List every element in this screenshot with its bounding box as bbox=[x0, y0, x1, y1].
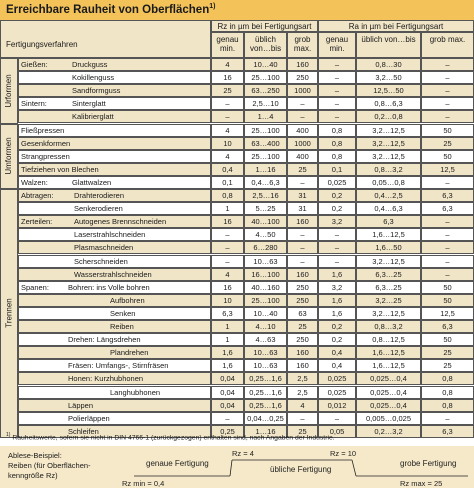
page-title bbox=[6, 3, 215, 16]
row-13-process: Laserstrahlschneiden bbox=[74, 230, 146, 240]
row-20-rz-2: 25 bbox=[298, 322, 307, 331]
group-label-1: Umformen bbox=[4, 137, 13, 175]
row-20-rz-1: 4…10 bbox=[255, 322, 276, 331]
row-11-process: Senkerodieren bbox=[74, 204, 123, 214]
row-9-process: Glattwalzen bbox=[72, 177, 112, 187]
row-27-process-cell bbox=[18, 412, 211, 425]
row-12-ra-0: 3,2 bbox=[331, 217, 343, 227]
row-3-ra-1: 0,8…6,3 bbox=[374, 99, 403, 109]
row-13-ra-0: – bbox=[334, 230, 340, 240]
row-3-rz-2: – bbox=[300, 99, 305, 109]
header-rz-sub-label-2: grob max. bbox=[293, 35, 312, 53]
row-5-process: Fließpressen bbox=[21, 125, 65, 135]
row-9-category: Walzen: bbox=[21, 177, 48, 187]
row-8-ra-1: 0,8…3,2 bbox=[374, 164, 403, 174]
row-27-rz-2: – bbox=[300, 413, 305, 423]
row-6-ra-1: 3,2…12,5 bbox=[372, 138, 405, 148]
row-1-rz-1: 25…100 bbox=[251, 73, 280, 83]
row-25-rz-1: 0,25…1,6 bbox=[249, 387, 282, 397]
row-6-rz-2: 1000 bbox=[294, 138, 311, 148]
row-18-ra-1: 3,2…25 bbox=[375, 295, 402, 305]
header-ra-sub-label-0: genau min. bbox=[325, 35, 349, 53]
row-26-ra-1: 0,025…0,4 bbox=[370, 400, 407, 410]
row-16-ra-1: 6,3…25 bbox=[375, 269, 402, 279]
row-5-rz-0: 4 bbox=[225, 125, 230, 135]
row-3-category: Sintern: bbox=[21, 99, 47, 109]
row-14-ra-0: – bbox=[334, 243, 340, 253]
row-19-ra-1: 3,2…12,5 bbox=[372, 308, 405, 318]
row-21-ra-1: 0,8…12,5 bbox=[372, 335, 405, 345]
row-6-rz-1: 63…400 bbox=[251, 138, 280, 148]
reading-example-diagram bbox=[0, 446, 474, 488]
row-2-rz-1: 63…250 bbox=[251, 86, 280, 96]
row-16-ra-0: 1,6 bbox=[331, 269, 343, 279]
row-15-ra-2: – bbox=[445, 256, 450, 266]
label-grob: grobe Fertigung bbox=[400, 459, 457, 468]
row-10-ra-0: 0,2 bbox=[331, 191, 343, 200]
row-11-rz-2: 31 bbox=[298, 204, 307, 214]
row-8-ra-0: 0,1 bbox=[331, 164, 343, 174]
row-28-ra-0: 0,05 bbox=[329, 426, 345, 436]
row-25-rz-0: 0,04 bbox=[220, 387, 235, 397]
row-2-ra-2: – bbox=[445, 86, 450, 96]
row-24-process: Honen: Kurzhubhonen bbox=[68, 374, 144, 384]
row-19-rz-2: 63 bbox=[298, 308, 307, 318]
row-21-rz-2: 250 bbox=[296, 335, 309, 345]
row-1-process: Kokillenguss bbox=[72, 73, 115, 83]
row-13-ra-2: – bbox=[445, 230, 450, 240]
row-22-ra-0: 0,4 bbox=[331, 348, 343, 358]
row-27-ra-1: 0,005…0,025 bbox=[365, 413, 412, 423]
row-0-process: Druckguss bbox=[72, 60, 108, 69]
label-rz10: Rz = 10 bbox=[330, 449, 357, 458]
row-27-ra-0: – bbox=[334, 413, 340, 423]
row-20-rz-0: 1 bbox=[225, 322, 230, 331]
row-7-rz-2: 400 bbox=[296, 151, 309, 161]
title-bar bbox=[0, 0, 474, 20]
row-11-ra-1: 0,4…6,3 bbox=[374, 204, 403, 214]
row-18-rz-2: 250 bbox=[296, 295, 309, 305]
row-18-process: Aufbohren bbox=[110, 295, 145, 305]
row-13-rz-0: – bbox=[225, 230, 230, 240]
row-25-process: Langhubhonen bbox=[110, 387, 161, 397]
row-14-ra-2: – bbox=[445, 243, 450, 253]
row-22-ra-1: 1,6…12,5 bbox=[372, 348, 405, 358]
row-8-rz-1: 1…16 bbox=[255, 164, 276, 174]
row-9-ra-2: – bbox=[445, 177, 450, 187]
row-17-process: Bohren: ins Volle bohren bbox=[68, 282, 150, 292]
example-line-2: Reiben (für Oberflächen- bbox=[8, 461, 91, 470]
row-23-ra-1: 1,6…12,5 bbox=[372, 361, 405, 371]
row-23-rz-2: 160 bbox=[296, 361, 309, 371]
row-22-process: Plandrehen bbox=[110, 348, 149, 358]
row-23-process: Fräsen: Umfangs-, Stirnfräsen bbox=[68, 361, 169, 371]
row-7-process: Strangpressen bbox=[21, 151, 70, 161]
row-26-ra-0: 0,012 bbox=[327, 400, 347, 410]
row-26-rz-1: 0,25…1,6 bbox=[249, 400, 282, 410]
row-22-ra-2: 25 bbox=[443, 348, 452, 358]
row-5-ra-0: 0,8 bbox=[331, 125, 343, 135]
row-11-rz-1: 5…25 bbox=[255, 204, 276, 214]
row-26-process: Läppen bbox=[68, 400, 94, 410]
row-16-rz-1: 16…100 bbox=[251, 269, 280, 279]
row-26-rz-0: 0,04 bbox=[220, 400, 235, 410]
row-17-ra-2: 50 bbox=[443, 282, 452, 292]
row-6-ra-2: 25 bbox=[443, 138, 452, 148]
row-21-ra-2: 50 bbox=[443, 335, 452, 345]
row-2-ra-1: 12,5…50 bbox=[373, 86, 404, 96]
row-11-rz-0: 1 bbox=[225, 204, 230, 214]
row-1-ra-1: 3,2…50 bbox=[375, 73, 402, 83]
row-21-ra-0: 0,2 bbox=[331, 335, 343, 345]
row-22-rz-1: 10…63 bbox=[253, 348, 278, 358]
row-15-rz-1: 10…63 bbox=[253, 256, 278, 266]
row-1-process-cell bbox=[18, 71, 211, 84]
row-7-ra-2: 50 bbox=[443, 151, 452, 161]
row-15-ra-1: 3,2…12,5 bbox=[372, 256, 405, 266]
row-24-rz-0: 0,04 bbox=[220, 374, 235, 384]
row-10-process: Drahterodieren bbox=[74, 191, 125, 200]
row-26-rz-2: 4 bbox=[300, 400, 305, 410]
label-genau: genaue Fertigung bbox=[146, 459, 209, 468]
row-12-ra-1: 6,3 bbox=[383, 217, 394, 227]
row-24-ra-1: 0,025…0,4 bbox=[370, 374, 407, 384]
header-process-label: Fertigungsverfahren bbox=[6, 40, 78, 49]
row-15-process: Scherschneiden bbox=[74, 256, 128, 266]
label-rzmax: Rz max = 25 bbox=[400, 479, 443, 488]
row-23-ra-0: 0,4 bbox=[331, 361, 343, 371]
row-0-rz-1: 10…40 bbox=[253, 60, 278, 69]
row-8-rz-2: 25 bbox=[298, 164, 307, 174]
row-5-rz-1: 25…100 bbox=[251, 125, 280, 135]
label-rzmin: Rz min = 0,4 bbox=[122, 479, 165, 488]
row-28-process: Schleifen bbox=[68, 426, 99, 436]
row-11-ra-0: 0,2 bbox=[331, 204, 343, 214]
group-label-0: Urformen bbox=[4, 74, 13, 108]
row-25-ra-0: 0,025 bbox=[327, 387, 347, 397]
header-rz-sub-label-1: üblich von…bis bbox=[249, 35, 282, 53]
row-23-ra-2: 25 bbox=[443, 361, 452, 371]
row-9-ra-1: 0,05…0,8 bbox=[372, 177, 405, 187]
row-27-ra-2: – bbox=[445, 413, 450, 423]
row-6-process: Gesenkformen bbox=[21, 138, 71, 148]
row-2-process: Sandformguss bbox=[72, 86, 121, 96]
example-tick-rz4 bbox=[230, 460, 232, 476]
row-24-ra-2: 0,8 bbox=[442, 374, 453, 384]
row-21-rz-1: 4…63 bbox=[255, 335, 276, 345]
row-17-rz-2: 250 bbox=[296, 282, 309, 292]
row-3-rz-0: – bbox=[225, 99, 230, 109]
row-14-process: Plasmaschneiden bbox=[74, 243, 134, 253]
header-rz-label: Rz in µm bei Fertigungsart bbox=[217, 22, 312, 31]
row-18-ra-2: 50 bbox=[443, 295, 452, 305]
row-10-rz-0: 0,8 bbox=[222, 191, 233, 200]
row-19-ra-2: 12,5 bbox=[440, 308, 455, 318]
footnote bbox=[6, 432, 335, 441]
row-17-rz-0: 16 bbox=[223, 282, 232, 292]
row-5-ra-2: 50 bbox=[443, 125, 452, 135]
row-1-ra-0: – bbox=[334, 73, 340, 83]
row-3-process: Sinterglatt bbox=[72, 99, 106, 109]
row-14-rz-0: – bbox=[225, 243, 230, 253]
example-tick-rz10 bbox=[352, 460, 356, 476]
label-rz4: Rz = 4 bbox=[232, 449, 254, 458]
row-0-ra-1: 0,8…30 bbox=[375, 60, 402, 69]
row-21-process: Drehen: Längsdrehen bbox=[68, 335, 141, 345]
row-12-rz-0: 16 bbox=[223, 217, 232, 227]
row-14-rz-1: 6…280 bbox=[253, 243, 278, 253]
row-28-rz-2: 25 bbox=[298, 426, 307, 436]
row-6-ra-0: 0,8 bbox=[331, 138, 343, 148]
row-4-ra-0: – bbox=[334, 112, 340, 122]
row-14-ra-1: 1,6…50 bbox=[375, 243, 402, 253]
row-24-rz-1: 0,25…1,6 bbox=[249, 374, 282, 384]
row-14-rz-2: – bbox=[300, 243, 305, 253]
row-28-ra-1: 0,2…3,2 bbox=[374, 426, 403, 436]
row-18-rz-0: 10 bbox=[223, 295, 232, 305]
row-18-ra-0: 1,6 bbox=[331, 295, 343, 305]
row-16-rz-0: 4 bbox=[225, 269, 230, 279]
row-24-rz-2: 2,5 bbox=[297, 374, 308, 384]
row-0-category: Gießen: bbox=[21, 60, 48, 69]
example-line-3: kenngröße Rz) bbox=[8, 471, 58, 480]
row-3-ra-0: – bbox=[334, 99, 340, 109]
row-28-ra-2: 6,3 bbox=[442, 426, 453, 436]
row-25-ra-1: 0,025…0,4 bbox=[370, 387, 407, 397]
row-16-ra-2: – bbox=[445, 269, 450, 279]
row-20-ra-1: 0,8…3,2 bbox=[374, 322, 403, 331]
row-9-rz-0: 0,1 bbox=[222, 177, 233, 187]
row-1-rz-2: 250 bbox=[296, 73, 309, 83]
row-9-rz-2: – bbox=[300, 177, 305, 187]
row-8-ra-2: 12,5 bbox=[440, 164, 455, 174]
row-1-rz-0: 16 bbox=[223, 73, 232, 83]
row-7-ra-1: 3,2…12,5 bbox=[372, 151, 405, 161]
row-12-category: Zerteilen: bbox=[21, 217, 53, 227]
row-0-rz-0: 4 bbox=[225, 60, 230, 69]
row-17-category: Spanen: bbox=[21, 282, 49, 292]
row-24-ra-0: 0,025 bbox=[327, 374, 347, 384]
header-rz-sub-label-0: genau min. bbox=[216, 35, 239, 53]
row-17-ra-1: 6,3…25 bbox=[375, 282, 402, 292]
row-4-rz-0: – bbox=[225, 112, 230, 122]
row-9-rz-1: 0,4…6,3 bbox=[251, 177, 280, 187]
header-process-cell bbox=[0, 20, 211, 58]
row-7-rz-1: 25…100 bbox=[251, 151, 280, 161]
page-title-text: Erreichbare Rauheit von Oberflächen bbox=[6, 3, 210, 16]
row-12-ra-2: – bbox=[445, 217, 450, 227]
row-4-ra-2: – bbox=[445, 112, 450, 122]
header-ra-sub-label-1: üblich von…bis bbox=[361, 35, 416, 44]
row-10-category: Abtragen: bbox=[21, 191, 54, 200]
row-22-rz-0: 1,6 bbox=[222, 348, 233, 358]
row-12-rz-2: 160 bbox=[296, 217, 309, 227]
footnote-mark: 1) bbox=[6, 432, 11, 438]
example-heading: Ablese-Beispiel: bbox=[8, 451, 62, 460]
row-3-ra-2: – bbox=[445, 99, 450, 109]
row-15-rz-0: – bbox=[225, 256, 230, 266]
row-3-rz-1: 2,5…10 bbox=[252, 99, 279, 109]
row-20-ra-2: 6,3 bbox=[442, 322, 453, 331]
row-5-ra-1: 3,2…12,5 bbox=[372, 125, 405, 135]
title-footnote-mark: 1) bbox=[209, 3, 216, 10]
row-19-process: Senken bbox=[110, 308, 136, 318]
header-ra-sub-label-2: grob max. bbox=[429, 35, 466, 44]
row-12-process: Autogenes Brennschneiden bbox=[74, 217, 167, 227]
row-11-ra-2: 6,3 bbox=[442, 204, 453, 214]
row-17-rz-1: 40…160 bbox=[251, 282, 280, 292]
row-13-ra-1: 1,6…12,5 bbox=[372, 230, 405, 240]
row-19-rz-0: 6,3 bbox=[222, 308, 233, 318]
row-20-ra-0: 0,2 bbox=[331, 322, 343, 331]
row-15-rz-2: – bbox=[300, 256, 305, 266]
row-4-process: Kalibrierglatt bbox=[72, 112, 114, 122]
row-23-rz-0: 1,6 bbox=[222, 361, 233, 371]
row-4-rz-1: 1…4 bbox=[257, 112, 274, 122]
row-28-rz-0: 0,25 bbox=[220, 426, 235, 436]
header-ra-label: Ra in µm bei Fertigungsart bbox=[348, 22, 444, 31]
row-10-ra-2: 6,3 bbox=[442, 191, 453, 200]
row-18-rz-1: 25…100 bbox=[251, 295, 280, 305]
row-26-ra-2: 0,8 bbox=[442, 400, 453, 410]
row-2-ra-0: – bbox=[334, 86, 340, 96]
row-9-ra-0: 0,025 bbox=[327, 177, 347, 187]
row-27-process: Polierläppen bbox=[68, 413, 110, 423]
row-2-rz-2: 1000 bbox=[294, 86, 311, 96]
row-3-process-cell bbox=[18, 97, 211, 110]
row-21-rz-0: 1 bbox=[225, 335, 230, 345]
row-7-ra-0: 0,8 bbox=[331, 151, 343, 161]
row-19-rz-1: 10…40 bbox=[253, 308, 278, 318]
row-27-rz-1: 0,04…0,25 bbox=[247, 413, 284, 423]
row-12-rz-1: 40…100 bbox=[251, 217, 280, 227]
row-28-rz-1: 1…16 bbox=[255, 426, 276, 436]
row-8-rz-0: 0,4 bbox=[222, 164, 233, 174]
row-0-rz-2: 160 bbox=[296, 60, 309, 69]
row-25-ra-2: 0,8 bbox=[442, 387, 453, 397]
row-10-rz-1: 2,5…16 bbox=[252, 191, 279, 200]
row-22-rz-2: 160 bbox=[296, 348, 309, 358]
row-7-rz-0: 4 bbox=[225, 151, 230, 161]
row-4-rz-2: – bbox=[300, 112, 305, 122]
row-0-ra-0: – bbox=[334, 60, 340, 69]
row-4-ra-1: 0,2…0,8 bbox=[374, 112, 403, 122]
row-16-process: Wasserstrahlschneiden bbox=[74, 269, 152, 279]
row-10-rz-2: 31 bbox=[298, 191, 307, 200]
row-17-ra-0: 3,2 bbox=[331, 282, 343, 292]
row-0-ra-2: – bbox=[445, 60, 450, 69]
row-25-rz-2: 2,5 bbox=[297, 387, 308, 397]
row-19-ra-0: 1,6 bbox=[331, 308, 343, 318]
row-2-rz-0: 25 bbox=[223, 86, 232, 96]
row-20-process: Reiben bbox=[110, 322, 134, 331]
footnote-text: Rauheitswerte, sofern sie nicht in DIN 4766-1 (zurückgezogen) enthalten sind, nach Angaben der Industrie. bbox=[12, 434, 335, 442]
row-4-process-cell bbox=[18, 110, 211, 123]
row-26-process-cell bbox=[18, 399, 211, 412]
row-10-ra-1: 0,4…2,5 bbox=[374, 191, 403, 200]
label-ueblich: übliche Fertigung bbox=[270, 465, 332, 474]
row-13-rz-1: 4…50 bbox=[255, 230, 276, 240]
row-8-process: Tiefziehen von Blechen bbox=[21, 164, 99, 174]
group-label-2: Trennen bbox=[4, 298, 14, 329]
row-27-rz-0: – bbox=[225, 413, 230, 423]
row-1-ra-2: – bbox=[445, 73, 450, 83]
row-6-rz-0: 10 bbox=[223, 138, 232, 148]
row-23-rz-1: 10…63 bbox=[253, 361, 278, 371]
row-13-rz-2: – bbox=[300, 230, 305, 240]
row-5-rz-2: 400 bbox=[296, 125, 309, 135]
row-16-rz-2: 160 bbox=[296, 269, 309, 279]
row-15-ra-0: – bbox=[334, 256, 340, 266]
